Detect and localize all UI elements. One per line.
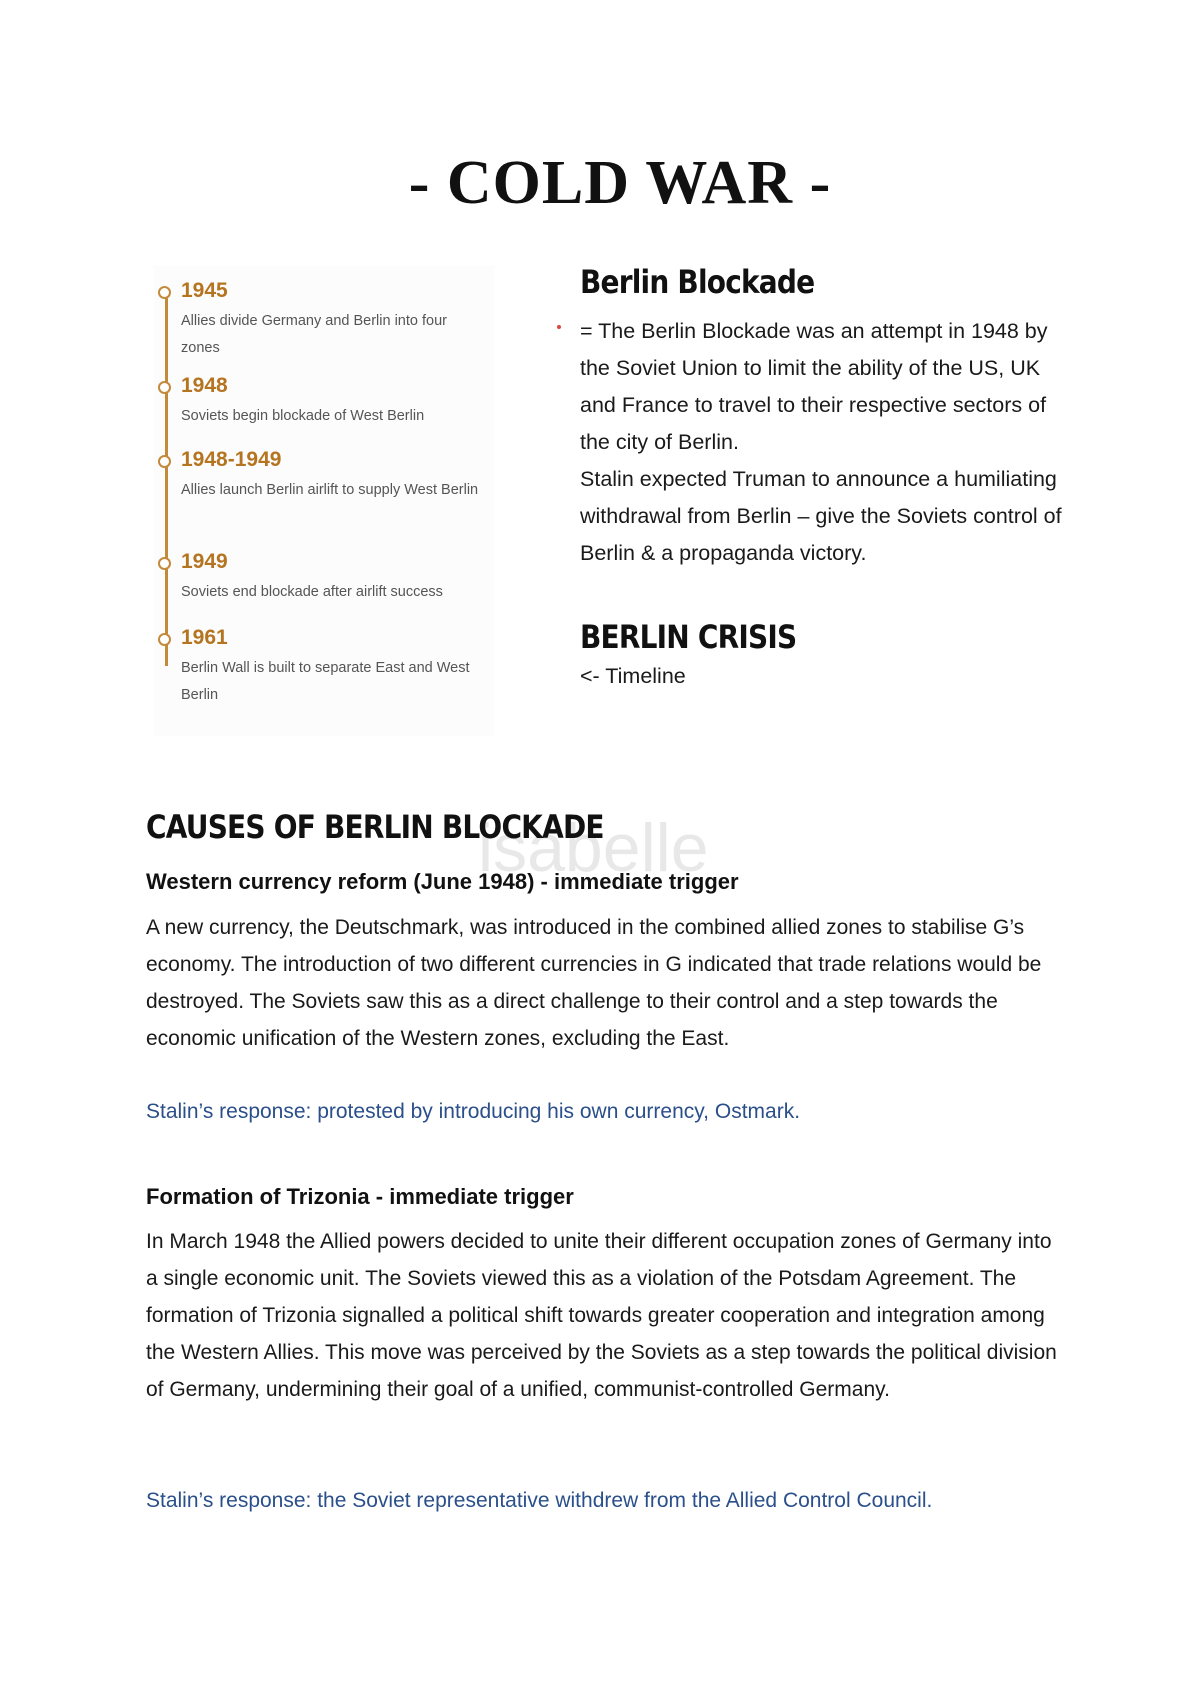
- page-title: - COLD WAR -: [408, 149, 832, 217]
- berlin-blockade-heading: Berlin Blockade: [580, 263, 815, 301]
- timeline-desc: Allies launch Berlin airlift to supply West Berlin: [181, 482, 479, 498]
- causes-heading: CAUSES OF BERLIN BLOCKADE: [146, 808, 604, 846]
- timeline-year: 1948-1949: [181, 448, 282, 471]
- cause-body-currency-reform: A new currency, the Deutschmark, was introduced in the combined allied zones to stabilise G’s economy. The introduction of two different currencies in G indicated that trade relations would be destroyed. The Soviets saw this as a direct challenge to their control and a step towards the economic unification of the Western zones, excluding the East.: [146, 916, 1042, 1050]
- timeline-desc: Soviets end blockade after airlift success: [181, 584, 443, 600]
- timeline-dot-icon: [158, 381, 171, 394]
- timeline-dot-icon: [158, 557, 171, 570]
- timeline-desc: Soviets begin blockade of West Berlin: [181, 408, 425, 424]
- timeline-year: 1948: [181, 374, 228, 397]
- timeline-year: 1961: [181, 626, 228, 649]
- stalin-response-currency-reform: Stalin’s response: protested by introducing his own currency, Ostmark.: [146, 1100, 801, 1123]
- timeline-desc: Allies divide Germany and Berlin into four zones: [181, 313, 447, 356]
- cause-title-currency-reform: Western currency reform (June 1948) - immediate trigger: [146, 869, 739, 894]
- berlin-crisis-heading: BERLIN CRISIS: [580, 618, 797, 656]
- timeline-reference: <- Timeline: [580, 664, 686, 688]
- timeline-year: 1945: [181, 279, 228, 302]
- timeline-dot-icon: [158, 286, 171, 299]
- berlin-blockade-text: [580, 313, 1080, 572]
- watermark: isabelle: [478, 810, 709, 886]
- timeline-year: 1949: [181, 550, 228, 573]
- bullet-dot-icon: [557, 325, 561, 329]
- berlin-blockade-stalin-expectation: Stalin expected Truman to announce a humiliating withdrawal from Berlin – give the Soviets control of Berlin & a propaganda victory.: [580, 467, 1062, 565]
- stalin-response-trizonia: Stalin’s response: the Soviet representative withdrew from the Allied Control Council.: [146, 1489, 933, 1512]
- timeline-desc: Berlin Wall is built to separate East and West Berlin: [181, 660, 470, 703]
- cause-body-trizonia: In March 1948 the Allied powers decided to unite their different occupation zones of Germany into a single economic unit. The Soviets viewed this as a violation of the Potsdam Agreement. The formation of Trizonia signalled a political shift towards greater cooperation and integration among the Western Allies. This move was perceived by the Soviets as a step towards the political division of Germany, undermining their goal of a unified, communist-controlled Germany.: [146, 1230, 1057, 1401]
- timeline: [154, 266, 494, 736]
- timeline-dot-icon: [158, 633, 171, 646]
- timeline-line: [165, 294, 168, 666]
- timeline-dot-icon: [158, 455, 171, 468]
- berlin-blockade-definition: = The Berlin Blockade was an attempt in 1948 by the Soviet Union to limit the ability of the US, UK and France to travel to their respective sectors of the city of Berlin.: [580, 319, 1048, 454]
- cause-title-trizonia: Formation of Trizonia - immediate trigger: [146, 1184, 574, 1209]
